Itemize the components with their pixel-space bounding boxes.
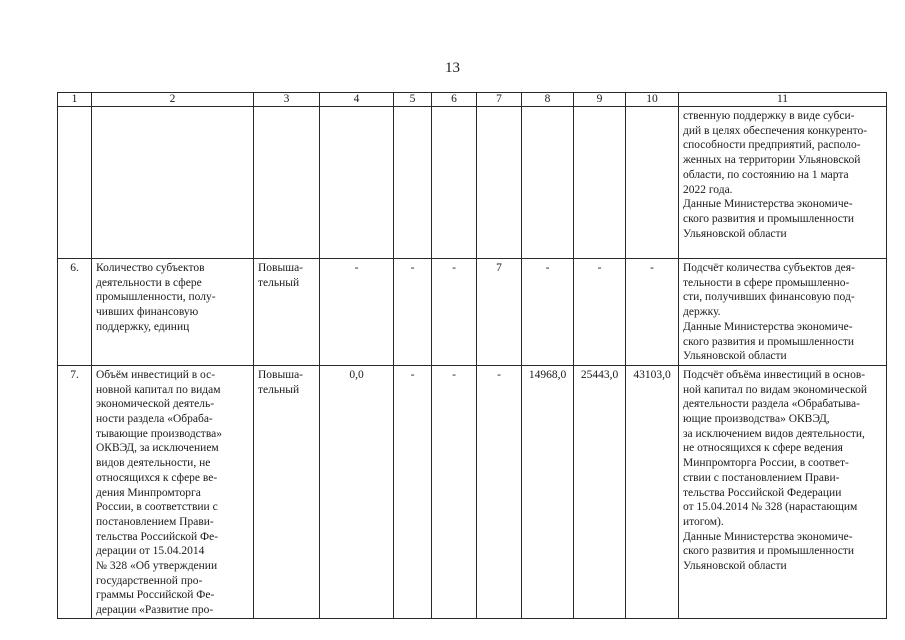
column-header: 1 [58,93,92,107]
row-number-cell [58,107,92,259]
value-cell [320,107,394,259]
value-cell: 25443,0 [574,365,626,618]
value-cell: 43103,0 [626,365,679,618]
value-cell: - [394,259,432,366]
indicator-type-cell: Повыша- тельный [254,259,320,366]
value-cell: - [574,259,626,366]
value-cell: - [432,365,477,618]
value-cell [394,107,432,259]
page-number: 13 [445,60,460,76]
value-cell: 7 [477,259,522,366]
column-header: 8 [522,93,574,107]
column-header: 5 [394,93,432,107]
column-header: 7 [477,93,522,107]
row-number-cell: 6. [58,259,92,366]
column-header: 3 [254,93,320,107]
value-cell: 0,0 [320,365,394,618]
value-cell: - [432,259,477,366]
value-cell [626,107,679,259]
table-row [58,365,887,618]
column-header: 6 [432,93,477,107]
indicator-type-cell: Повыша- тельный [254,365,320,618]
table-header-row [58,93,887,107]
column-header: 11 [679,93,887,107]
indicators-table [57,92,887,619]
table-row [58,107,887,259]
value-cell: - [320,259,394,366]
indicator-type-cell [254,107,320,259]
value-cell [522,107,574,259]
column-header: 4 [320,93,394,107]
value-cell: - [394,365,432,618]
value-cell: - [626,259,679,366]
row-number-cell: 7. [58,365,92,618]
methodology-cell: ственную поддержку в виде субси- дий в целях обеспечения конкуренто- способности предприятий, располо- женных на территории Ульяновской области, по состоянию на 1 марта 2022 года. Данные Министерства экономиче- ского развития и промышленности Ульяновской области [679,107,887,259]
methodology-cell: Подсчёт объёма инвестиций в основ- ной капитал по видам экономической деятельности раздела «Обрабатыва- ющие производства» ОКВЭД, за исключением видов деятельности, не относящихся к сфере ведения Минпромторга России, в соответ- ствии с постановлением Прави- тельства Российской Федерации от 15.04.2014 № 328 (нарастающим итогом). Данные Министерства экономиче- ского развития и промышленности Ульяновской области [679,365,887,618]
indicator-name-cell [92,107,254,259]
value-cell: - [522,259,574,366]
table-row [58,259,887,366]
value-cell [432,107,477,259]
column-header: 2 [92,93,254,107]
value-cell [574,107,626,259]
value-cell [477,107,522,259]
column-header: 9 [574,93,626,107]
indicator-name-cell: Количество субъектов деятельности в сфере промышленности, полу- чивших финансовую поддержку, единиц [92,259,254,366]
value-cell: - [477,365,522,618]
indicator-name-cell: Объём инвестиций в ос- новной капитал по видам экономической деятель- ности раздела «Обраба- тывающие производства» ОКВЭД, за исключением видов деятельности, не относящихся к сфере ве- дения Минпромторга России, в соответствии с постановлением Прави- тельства Российской Фе- дерации от 15.04.2014 № 328 «Об утверждении государственной про- граммы Российской Фе- дерации «Развитие про- [92,365,254,618]
methodology-cell: Подсчёт количества субъектов дея- тельности в сфере промышленно- сти, получивших финансовую под- держку. Данные Министерства экономиче- ского развития и промышленности Ульяновской области [679,259,887,366]
column-header: 10 [626,93,679,107]
value-cell: 14968,0 [522,365,574,618]
